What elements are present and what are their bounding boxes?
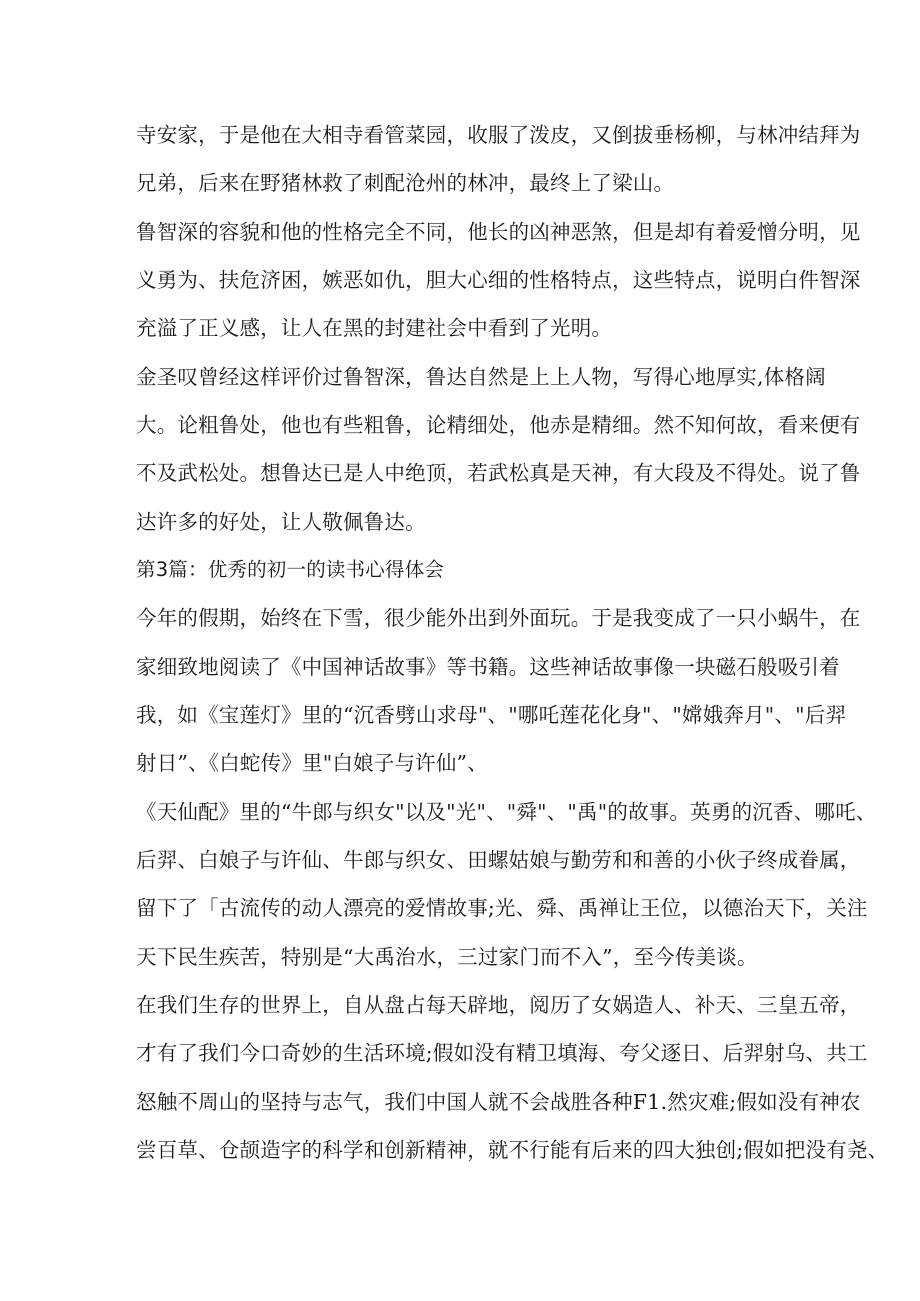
text-line: 大。论粗鲁处，他也有些粗鲁，论精细处，他赤是精细。然不知何故，看来便有 bbox=[136, 413, 861, 437]
text-line: 怒触不周山的坚持与志气，我们中国人就不会战胜各种F1.然灾难;假如没有神农 bbox=[136, 1090, 861, 1114]
text-line: 尝百草、仓颉造字的科学和创新精神，就不行能有后来的四大独创;假如把没有尧、 bbox=[136, 1138, 889, 1162]
text-line: 兄弟，后来在野猪林救了刺配沧州的林冲，最终上了梁山。 bbox=[136, 171, 675, 195]
text-line: 射日”、《白蛇传》里"白娘子与许仙”、 bbox=[136, 751, 488, 775]
text-line: 义勇为、扶危济困，嫉恶如仇，胆大心细的性格特点，这些特点，说明白件智深 bbox=[136, 268, 861, 292]
text-line: 今年的假期，始终在下雪，很少能外出到外面玩。于是我变成了一只小蜗牛，在 bbox=[136, 606, 861, 630]
section-heading: 第3篇：优秀的初一的读书心得体会 bbox=[136, 558, 445, 581]
text-line: 留下了「古流传的动人漂亮的爱情故事;光、舜、禹禅让王位，以德治天下，关注 bbox=[136, 896, 868, 920]
text-line: 金圣叹曾经这样评价过鲁智深，鲁达自然是上上人物，写得心地厚实,体格阔 bbox=[136, 365, 826, 389]
text-line: 《天仙配》里的“牛郎与织女"以及"光"、"舜"、"禹"的故事。英勇的沉香、哪吒、 bbox=[136, 800, 877, 824]
text-line: 家细致地阅读了《中国神话故事》等书籍。这些神话故事像一块磁石般吸引着 bbox=[136, 655, 840, 679]
text-line: 充溢了正义感，让人在黑的封建社会中看到了光明。 bbox=[136, 316, 613, 340]
text-line: 在我们生存的世界上，自从盘占每天辟地，阅历了女娲造人、补天、三皇五帝， bbox=[136, 993, 861, 1017]
text-line: 不及武松处。想鲁达已是人中绝顶，若武松真是天神，有大段及不得处。说了鲁 bbox=[136, 461, 861, 485]
text-line: 我，如《宝莲灯》里的“沉香劈山求母"、"哪吒莲花化身"、"嫦娥奔月"、"后羿 bbox=[136, 703, 847, 727]
text-line: 才有了我们今口奇妙的生活环境;假如没有精卫填海、夸父逐日、后羿射乌、共工 bbox=[136, 1041, 868, 1065]
text-line: 达许多的好处，让人敬佩鲁达。 bbox=[136, 510, 426, 534]
text-line: 天下民生疾苦，特别是“大禹治水，三过家门而不入”，至今传美谈。 bbox=[136, 945, 758, 969]
text-line: 寺安家，于是他在大相寺看管菜园，收服了泼皮，又倒拔垂杨柳，与林冲结拜为 bbox=[136, 123, 861, 147]
text-line: 鲁智深的容貌和他的性格完全不同，他长的凶神恶煞，但是却有着爱憎分明，见 bbox=[136, 220, 861, 244]
text-line: 后羿、白娘子与许仙、牛郎与织女、田螺姑娘与勤劳和和善的小伙子终成眷属， bbox=[136, 848, 861, 872]
